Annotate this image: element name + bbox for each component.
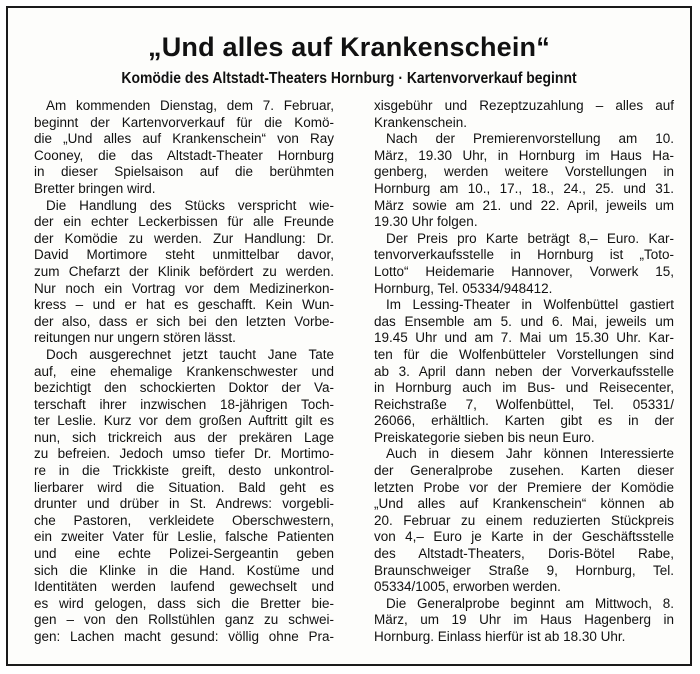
text-line: Preiskategorie sieben bis neun Euro.	[374, 429, 595, 445]
text-line: der ein echter Leckerbissen für alle Freunde	[34, 214, 334, 230]
text-line: ter Leslie. Kurz vor dem großen Auftritt gilt es	[34, 413, 334, 429]
text-line: auf, eine ehemalige Krankenschwester und	[34, 363, 334, 379]
text-line: März, 19.30 Uhr, in Hornburg im Haus Ha-	[374, 147, 674, 163]
text-line: zum Chefarzt der Klinik befördert zu werden.	[34, 263, 334, 279]
text-line: Hornburg, Tel. 05334/948412.	[374, 280, 553, 296]
text-line: der Komödie zu werden. Zur Handlung: Dr.	[34, 230, 334, 246]
text-line: des Altstadt-Theaters, Doris-Bötel Rabe,	[374, 546, 674, 562]
text-line: Reichstraße 7, Wolfenbüttel, Tel. 05331/	[374, 396, 674, 412]
text-line: Der Preis pro Karte beträgt 8,– Euro. Kar-	[386, 230, 674, 246]
text-line: es wird gelogen, dass sich die Bretter bie-	[34, 595, 334, 611]
text-line: von 4,– Euro je Karte in der Geschäftsstelle	[374, 529, 674, 545]
text-line: 26066, erhältlich. Karten gibt es in der	[374, 413, 674, 429]
text-line: März sowie am 21. und 22. April, jeweils um	[374, 197, 674, 213]
text-line: Cooney, die das Altstadt-Theater Hornburg	[34, 147, 334, 163]
text-line: 19.30 Uhr folgen.	[374, 214, 478, 230]
text-line: März, um 19 Uhr im Haus Hagenberg in	[374, 612, 674, 628]
text-line: Hornburg am 10., 17., 18., 24., 25. und 31.	[374, 180, 674, 196]
text-line: 19.45 Uhr und am 7. Mai um 15.30 Uhr. Kar-	[374, 330, 674, 346]
text-line: ten für die Wolfenbütteler Vorstellungen sind	[374, 346, 674, 362]
text-line: reitungen nur ungern stören lässt.	[34, 330, 236, 346]
text-line: und eine echte Polizei-Sergeantin geben	[34, 546, 334, 562]
text-line: die „Und alles auf Krankenschein“ von Ray	[34, 131, 334, 147]
text-line: gen: Lachen macht gesund: völlig ohne Pra-	[34, 629, 334, 644]
text-line: Die Handlung des Stücks verspricht wie-	[46, 197, 334, 213]
text-line: ab 3. April dann neben der Vorverkaufsstelle	[374, 363, 674, 379]
text-line: in Hornburg auch im Bus- und Reisecenter,	[374, 380, 674, 396]
text-line: Lotto“ Heidemarie Hannover, Vorwerk 15,	[374, 263, 674, 279]
text-line: che Pastoren, verkleidete Oberschwestern,	[34, 512, 334, 528]
article-headline: „Und alles auf Krankenschein“	[148, 32, 550, 62]
text-line: Auch in diesem Jahr können Interessierte	[386, 446, 674, 462]
text-line: drunter und drüber in St. Andrews: vorgebli-	[34, 496, 334, 512]
text-line: 05334/1005, erworben werden.	[374, 579, 561, 595]
article-column-2	[374, 98, 674, 646]
text-line: das Ensemble am 5. und 6. Mai, jeweils um	[374, 313, 674, 329]
text-line: in dieser Spielsaison auf die berühmten	[34, 164, 334, 180]
text-line: sich die Klinke in die Hand. Kostüme und	[34, 562, 334, 578]
text-line: letzten Probe vor der Premiere der Komödie	[374, 479, 674, 495]
text-line: Identitäten werden laufend gewechselt und	[34, 579, 334, 595]
text-line: Nur noch ein Vortrag vor dem Medizinerkon-	[34, 280, 334, 296]
text-line: genberg, werden weitere Vorstellungen in	[374, 164, 674, 180]
text-line: nun, sich trickreich aus der prekären Lage	[34, 429, 334, 445]
text-line: Nach der Premierenvorstellung am 10.	[386, 131, 674, 147]
text-line: der Generalprobe zusehen. Karten dieser	[374, 463, 674, 479]
text-line: kress – und er hat es geschafft. Kein Wun-	[34, 297, 334, 313]
newspaper-clipping	[6, 6, 692, 666]
text-line: Im Lessing-Theater in Wolfenbüttel gastiert	[386, 297, 674, 313]
text-line: re in die Trickkiste greift, desto unkontrol-	[34, 463, 334, 479]
text-line: Hornburg. Einlass hierfür ist ab 18.30 Uhr.	[374, 629, 626, 644]
text-line: Bretter bringen wird.	[34, 180, 156, 196]
text-line: der also, dass er sich bei den letzten Vorbe-	[34, 313, 334, 329]
text-line: gen – von den Rollstühlen ganz zu schwei-	[34, 612, 334, 628]
text-line: „Und alles auf Krankenschein“ können ab	[374, 496, 674, 512]
text-line: terschaft ihrer inzwischen 18-jährigen Toch-	[34, 396, 334, 412]
text-line: Am kommenden Dienstag, dem 7. Februar,	[46, 98, 334, 113]
article-subheadline: Komödie des Altstadt-Theaters Hornburg · Kartenvorverkauf beginnt	[121, 70, 577, 87]
text-line: bezichtigt den schockierten Doktor der Va-	[34, 380, 334, 396]
text-line: Die Generalprobe beginnt am Mittwoch, 8.	[386, 595, 674, 611]
text-line: David Mortimore steht unmittelbar davor,	[34, 247, 334, 263]
text-line: ein zweiter Vater für Leslie, falsche Patienten	[34, 529, 334, 545]
text-line: beginnt der Kartenvorverkauf für die Komö-	[34, 114, 334, 130]
text-line: tenvorverkaufsstelle in Hornburg ist „Toto-	[374, 247, 674, 263]
text-line: Braunschweiger Straße 9, Hornburg, Tel.	[374, 562, 674, 578]
text-line: zu befreien. Jedoch umso tiefer Dr. Mortimo-	[34, 446, 334, 462]
text-line: Doch ausgerechnet jetzt taucht Jane Tate	[46, 346, 334, 362]
article-column-1	[34, 98, 334, 646]
text-line: 20. Februar zu einem reduzierten Stückpreis	[374, 512, 674, 528]
text-line: lierbarer wird die Situation. Bald geht es	[34, 479, 334, 495]
text-line: xisgebühr und Rezeptzuzahlung – alles auf	[374, 98, 674, 113]
text-line: Krankenschein.	[374, 114, 468, 130]
